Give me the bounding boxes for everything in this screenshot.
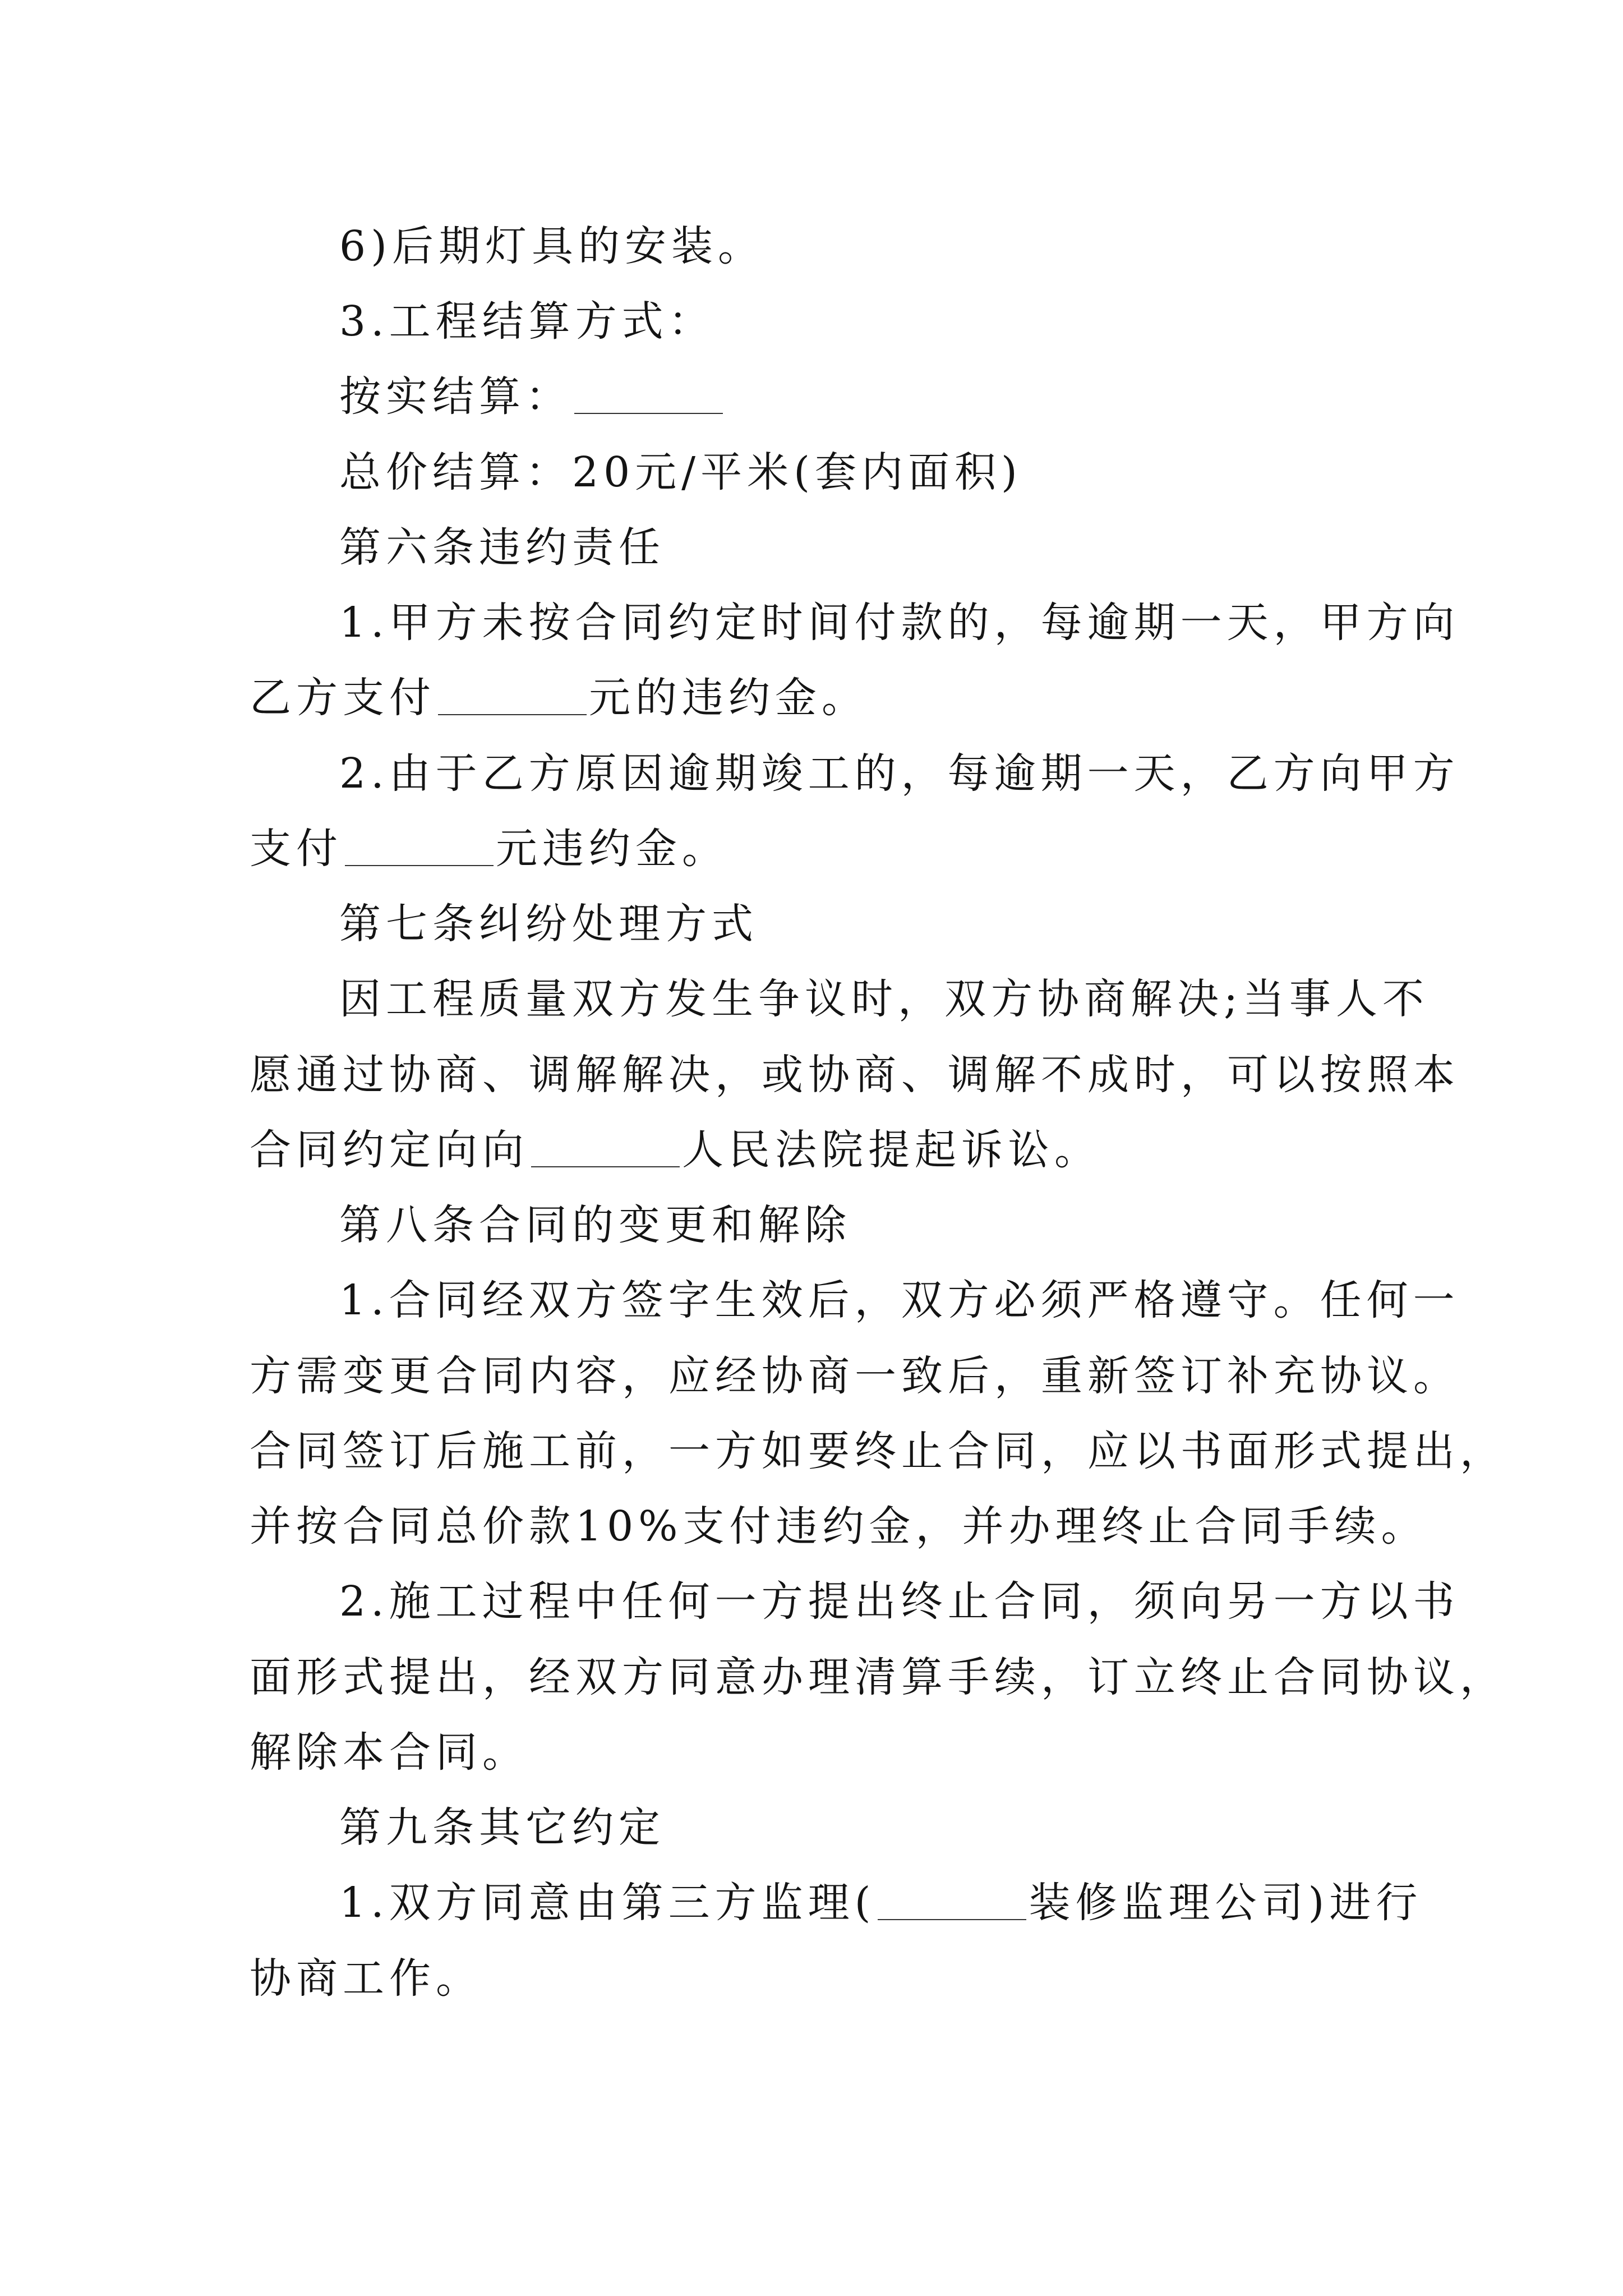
text-line: 面形式提出，经双方同意办理清算手续，订立终止合同协议， <box>250 1653 1506 1701</box>
text-line: 1.甲方未按合同约定时间付款的，每逾期一天，甲方向 <box>339 599 1460 647</box>
section-heading: 第九条其它约定 <box>339 1803 665 1852</box>
section-heading: 第六条违约责任 <box>339 523 665 572</box>
text-line <box>339 366 725 427</box>
text-line <box>250 1119 1101 1181</box>
text-line: 因工程质量双方发生争议时，双方协商解决;当事人不 <box>339 975 1429 1023</box>
text-segment: 元的违约金。 <box>589 674 868 722</box>
fill-blank <box>878 1878 1026 1920</box>
text-line: 愿通过协商、调解解决，或协商、调解不成时，可以按照本 <box>250 1051 1460 1099</box>
text-line: 2.由于乙方原因逾期竣工的，每逾期一天，乙方向甲方 <box>339 749 1460 798</box>
text-line: 3.工程结算方式： <box>339 297 715 346</box>
text-line: 合同签订后施工前，一方如要终止合同，应以书面形式提出， <box>250 1427 1506 1475</box>
fill-blank <box>574 371 723 414</box>
text-line: 总价结算：20元/平米(套内面积) <box>339 448 1022 496</box>
text-line <box>250 818 728 880</box>
text-line: 并按合同总价款10%支付违约金，并办理终止合同手续。 <box>250 1502 1428 1550</box>
text-segment: 元违约金。 <box>496 825 728 873</box>
text-line: 解除本合同。 <box>250 1728 529 1777</box>
text-line: 2.施工过程中任何一方提出终止合同，须向另一方以书 <box>339 1577 1460 1626</box>
text-segment: 装修监理公司)进行 <box>1029 1879 1423 1927</box>
fill-blank <box>438 673 587 715</box>
text-segment: 1.双方同意由第三方监理( <box>339 1879 876 1927</box>
text-segment: 支付 <box>250 825 343 873</box>
fill-blank <box>531 1125 680 1167</box>
text-line: 1.合同经双方签字生效后，双方必须严格遵守。任何一 <box>339 1276 1460 1324</box>
fill-blank <box>345 823 494 866</box>
text-line: 协商工作。 <box>250 1954 482 2003</box>
text-segment: 人民法院提起诉讼。 <box>682 1126 1101 1174</box>
section-heading: 第七条纠纷处理方式 <box>339 900 758 948</box>
text-line: 方需变更合同内容，应经协商一致后，重新签订补充协议。 <box>250 1352 1460 1400</box>
text-segment: 按实结算： <box>339 372 572 421</box>
text-segment: 合同约定向向 <box>250 1126 529 1174</box>
text-line <box>250 667 868 729</box>
text-line: 6)后期灯具的安装。 <box>339 222 764 270</box>
text-line <box>339 1872 1422 1934</box>
text-segment: 乙方支付 <box>250 674 436 722</box>
section-heading: 第八条合同的变更和解除 <box>339 1201 851 1249</box>
